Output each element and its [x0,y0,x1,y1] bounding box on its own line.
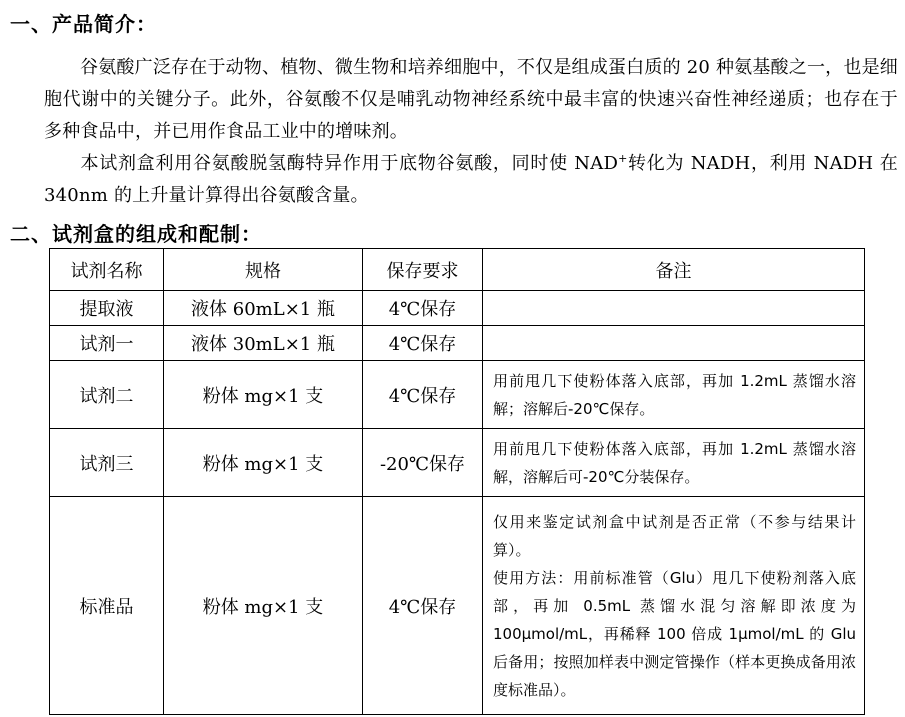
table-row [50,326,865,361]
intro-paragraph-1-text: 谷氨酸广泛存在于动物、植物、微生物和培养细胞中，不仅是组成蛋白质的 20 种氨基酸之一，也是细胞代谢中的关键分子。此外，谷氨酸不仅是哺乳动物神经系统中最丰富的快速兴奋性神经递质；也存在于多种食品中，并已用作食品工业中的增味剂。 [44,57,898,142]
section-title-kit-composition: 二、试剂盒的组成和配制： [10,222,262,246]
table-header-row [50,249,865,291]
table-row [50,291,865,326]
reagent-storage: 4℃保存 [363,291,483,326]
reagent-note-text: 使用方法：用前标准管（Glu）甩几下使粉剂落入底部，再加 0.5mL 蒸馏水混匀溶解即浓度为 100μmol/mL，再稀释 100 倍成 1μmol/mL 的 Glu 后备用；按照加样表中测定管操作（样本更换成备用浓度标准品）。 [493,568,856,699]
reagent-spec: 液体 60mL×1 瓶 [164,291,363,326]
reagent-name: 试剂一 [50,326,164,361]
reagent-storage: 4℃保存 [363,361,483,429]
header-specification: 规格 [164,249,363,291]
reagent-note [483,291,865,326]
nad-superscript: + [618,152,628,165]
reagent-storage: 4℃保存 [363,326,483,361]
reagent-note [483,326,865,361]
reagent-note-text: 用前甩几下使粉体落入底部，再加 1.2mL 蒸馏水溶解；溶解后-20℃保存。 [493,371,856,418]
reagent-note-text: 用前甩几下使粉体落入底部，再加 1.2mL 蒸馏水溶解，溶解后可-20℃分装保存。 [493,439,856,486]
kit-composition-table [49,248,865,715]
reagent-note-text: 仅用来鉴定试剂盒中试剂是否正常（不参与结果计算）。 [493,512,856,559]
reagent-spec: 液体 30mL×1 瓶 [164,326,363,361]
table-row [50,497,865,715]
reagent-name: 试剂二 [50,361,164,429]
reagent-name: 试剂三 [50,429,164,497]
header-reagent-name: 试剂名称 [50,249,164,291]
table-row [50,361,865,429]
header-notes: 备注 [483,249,865,291]
reagent-note [483,361,865,429]
header-storage: 保存要求 [363,249,483,291]
table-row [50,429,865,497]
reagent-note [483,497,865,715]
reagent-spec: 粉体 mg×1 支 [164,429,363,497]
intro-paragraph-1 [44,52,898,148]
intro-paragraph-2-text-a: 本试剂盒利用谷氨酸脱氢酶特异作用于底物谷氨酸，同时使 NAD [80,153,619,174]
reagent-spec: 粉体 mg×1 支 [164,497,363,715]
intro-paragraph-2 [44,148,898,212]
reagent-note [483,429,865,497]
reagent-storage: 4℃保存 [363,497,483,715]
intro-paragraph-2-text-b: 转化为 NADH，利用 NADH 在 340nm 的上升量计算得出谷氨酸含量。 [44,153,898,206]
reagent-name: 标准品 [50,497,164,715]
reagent-spec: 粉体 mg×1 支 [164,361,363,429]
reagent-storage: -20℃保存 [363,429,483,497]
reagent-name: 提取液 [50,291,164,326]
section-title-product-intro: 一、产品简介： [10,12,157,36]
